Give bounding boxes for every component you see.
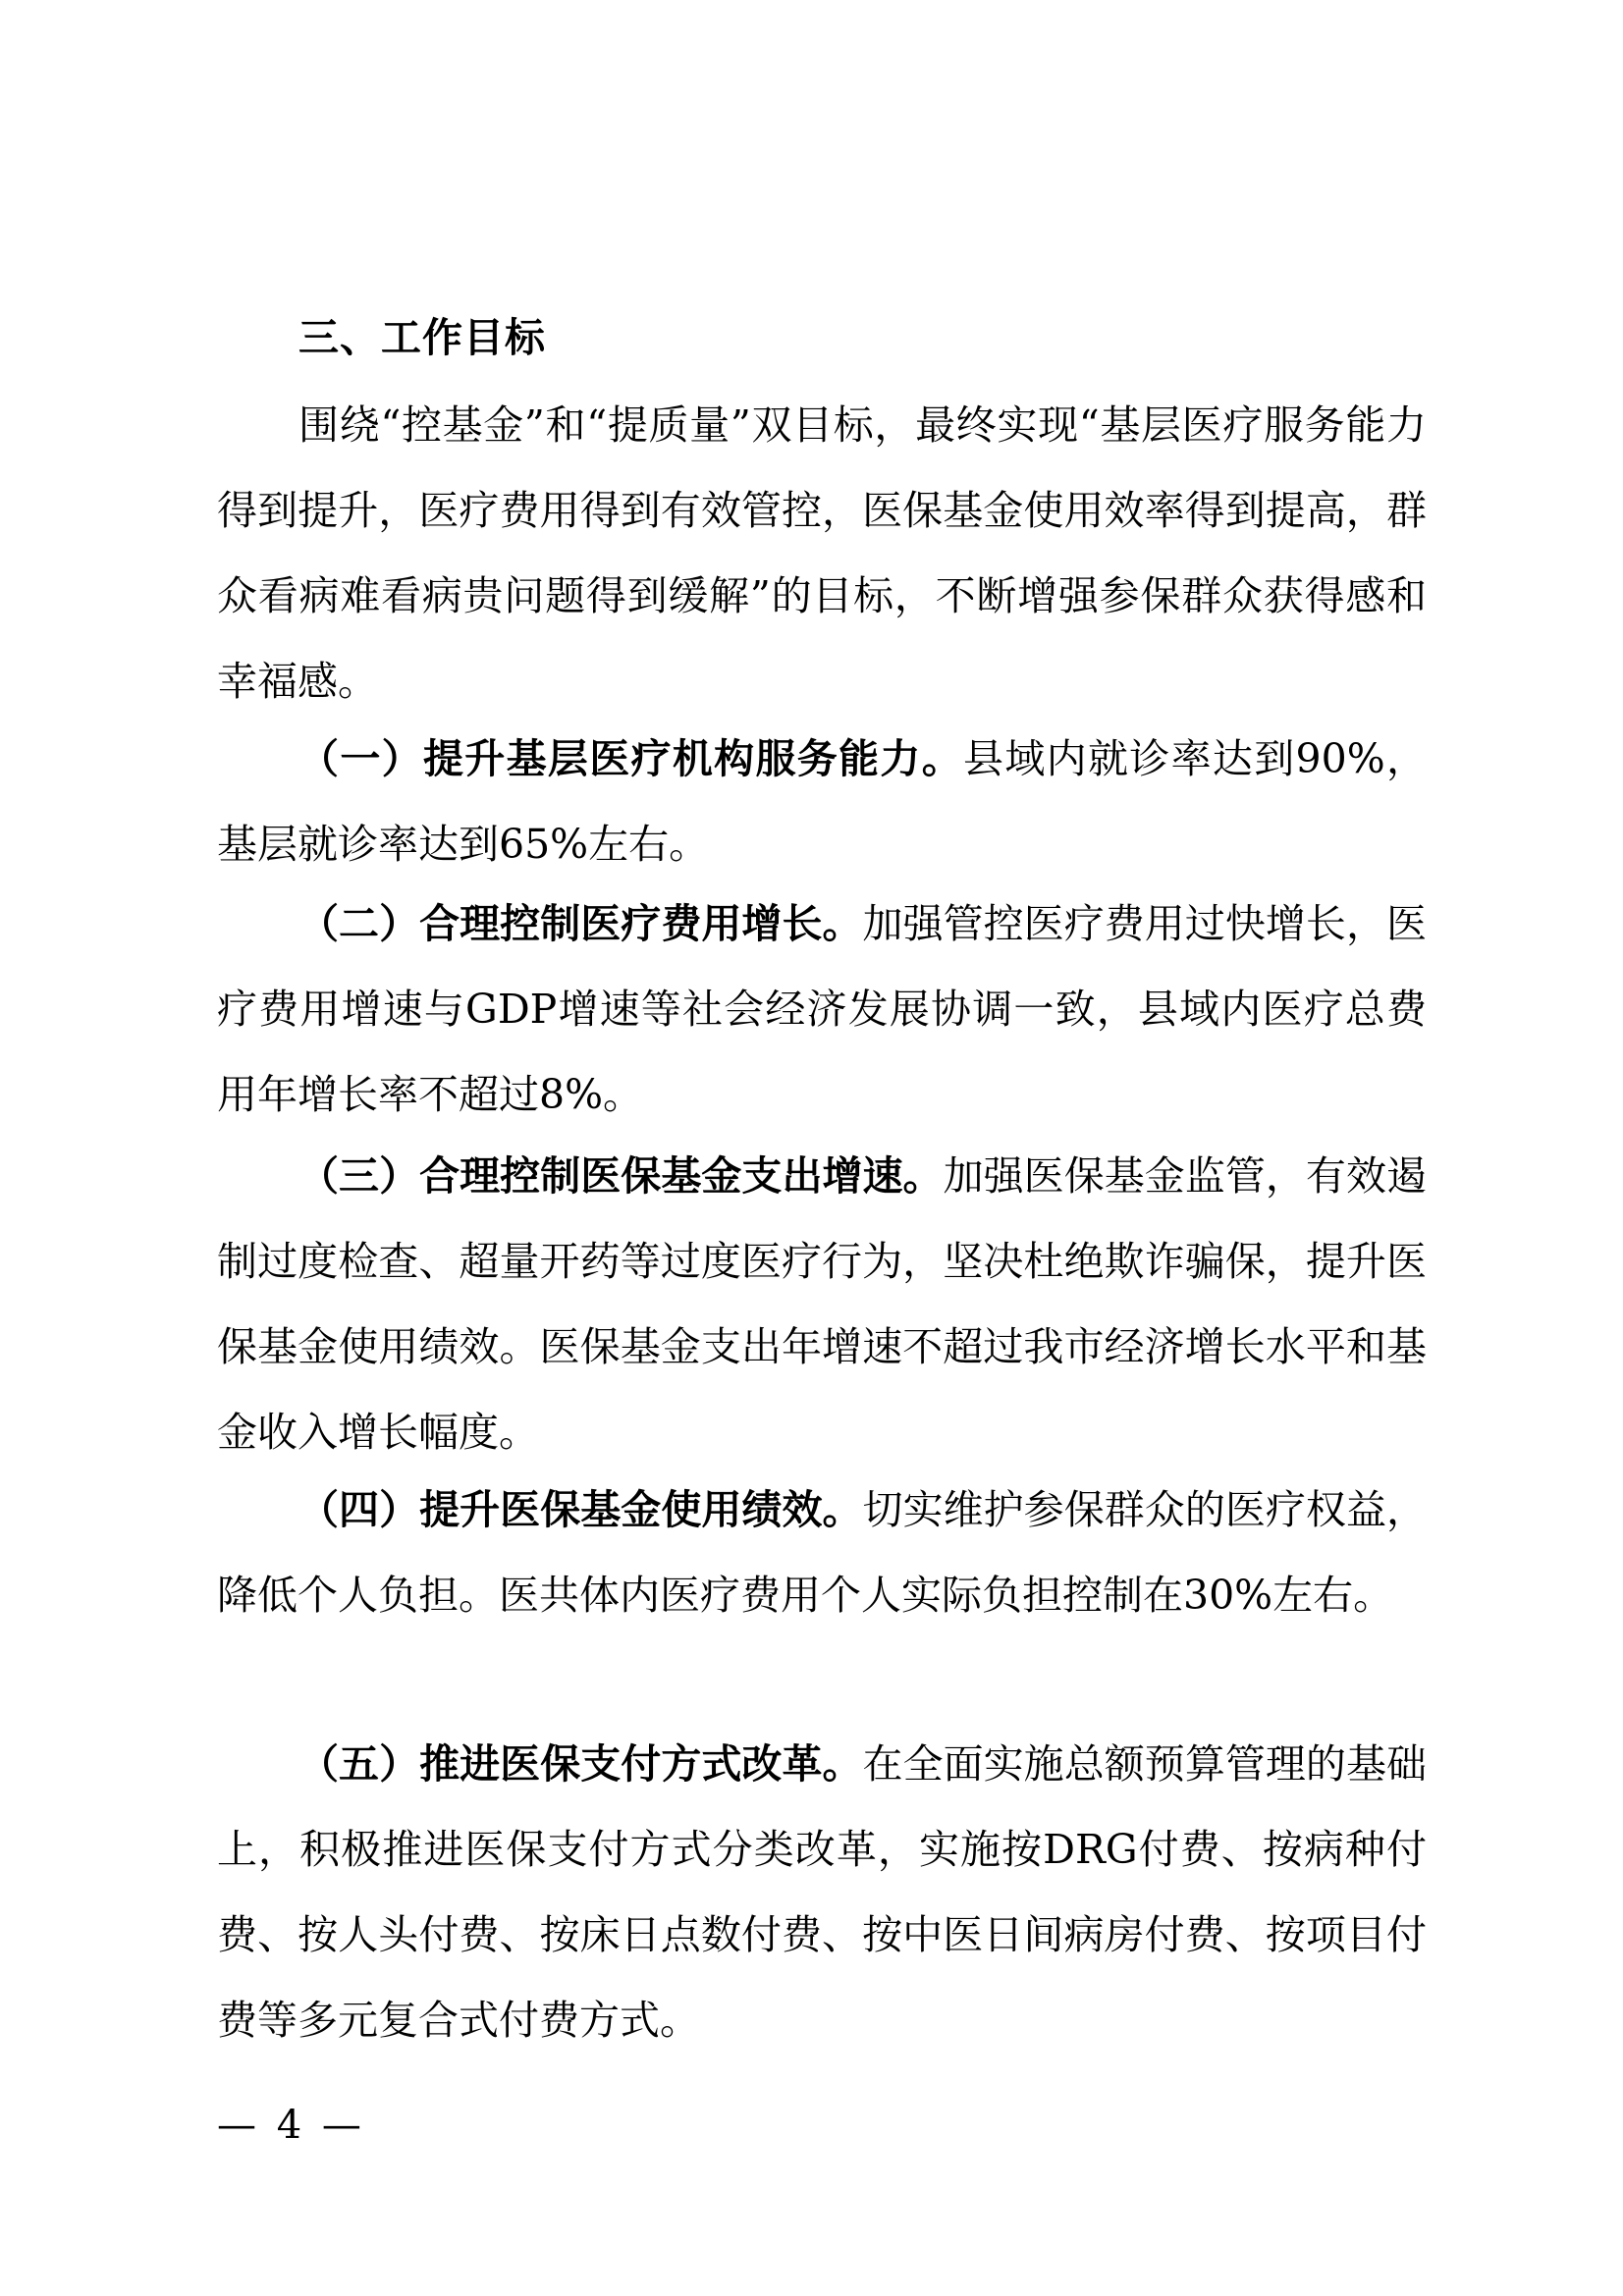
- goal-item-3-text: 加强医保基金监管，有效遏制过度检查、超量开药等过度医疗行为，坚决杜绝欺诈骗保，提升医保基金使用绩效。医保基金支出年增速不超过我市经济增长水平和基金收入增长幅度。: [217, 1152, 1427, 1456]
- goal-item-3: [217, 1134, 1427, 1475]
- goal-item-1-lead: （一）提升基层医疗机构服务能力。: [298, 735, 964, 782]
- goal-item-1: [217, 717, 1427, 887]
- goal-item-4-text: 切实维护参保群众的医疗权益，降低个人负担。医共体内医疗费用个人实际负担控制在30%左右。: [217, 1486, 1428, 1619]
- goal-item-5-text: 在全面实施总额预算管理的基础上，积极推进医保支付方式分类改革，实施按DRG付费、按病种付费、按人头付费、按床日点数付费、按中医日间病房付费、按项目付费等多元复合式付费方式。: [217, 1740, 1428, 2044]
- goal-item-4-lead: （四）提升医保基金使用绩效。: [298, 1486, 863, 1533]
- goal-item-5-lead: （五）推进医保支付方式改革。: [298, 1740, 863, 1788]
- goal-item-4: [217, 1468, 1427, 1638]
- intro-paragraph: 围绕“控基金”和“提质量”双目标，最终实现“基层医疗服务能力得到提升，医疗费用得到有效管控，医保基金使用效率得到提高，群众看病难看病贵问题得到缓解”的目标，不断增强参保群众获得感和幸福感。: [217, 401, 1427, 705]
- page-number: — 4 —: [217, 2103, 365, 2148]
- goal-item-2: [217, 881, 1427, 1138]
- goal-item-1-text: 县域内就诊率达到90%，基层就诊率达到65%左右。: [217, 735, 1427, 868]
- goal-item-2-lead: （二）合理控制医疗费用增长。: [298, 900, 863, 947]
- goal-item-5: [217, 1722, 1427, 2063]
- goal-item-3-lead: （三）合理控制医保基金支出增速。: [298, 1152, 944, 1200]
- section-heading: 三、工作目标: [298, 314, 546, 361]
- goal-item-2-text: 加强管控医疗费用过快增长，医疗费用增速与GDP增速等社会经济发展协调一致，县域内医疗总费用年增长率不超过8%。: [217, 900, 1428, 1118]
